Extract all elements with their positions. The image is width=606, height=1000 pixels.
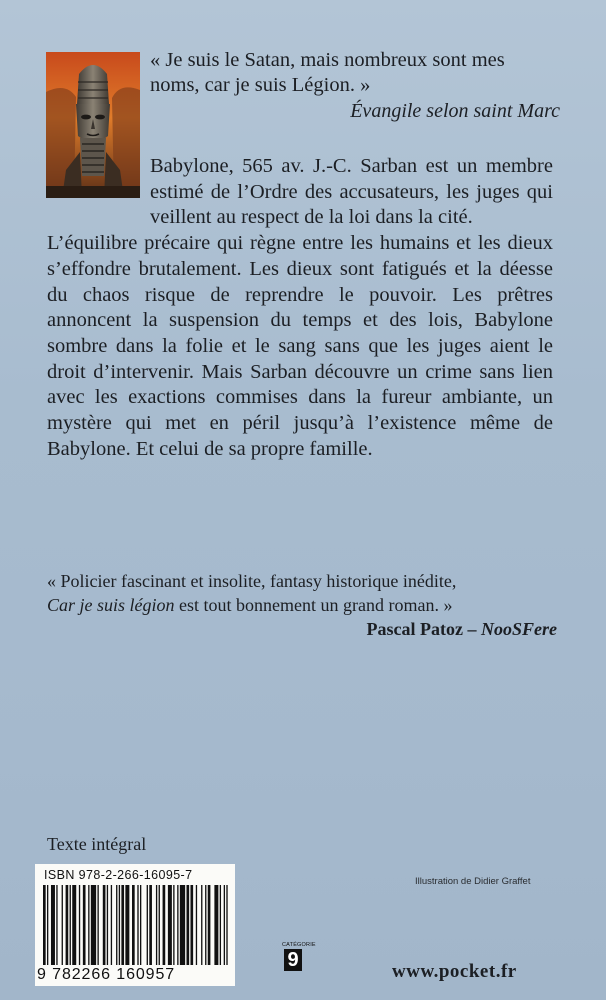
barcode-bar <box>214 885 218 965</box>
barcode-bar <box>119 885 120 965</box>
review-book-title: Car je suis légion <box>47 595 175 615</box>
barcode-bar <box>83 885 86 965</box>
summary-paragraph-1: Babylone, 565 av. J.-C. Sarban est un membre estimé de l’Ordre des accusateurs, les juges qui veillent au respect de la loi dans la cité. <box>150 155 553 229</box>
book-summary <box>47 154 553 462</box>
category-number: 9 <box>284 949 302 971</box>
barcode-bar <box>116 885 117 965</box>
barcode-bar <box>147 885 148 965</box>
barcode-bar <box>201 885 202 965</box>
barcode-bar <box>156 885 157 965</box>
barcode-bar <box>51 885 55 965</box>
barcode-bar <box>177 885 178 965</box>
isbn-label: ISBN 978-2-266-16095-7 <box>44 868 193 882</box>
barcode-bar <box>196 885 197 965</box>
barcode-bar <box>159 885 160 965</box>
barcode-bar <box>173 885 174 965</box>
barcode-bar <box>132 885 135 965</box>
epigraph-quote-line-2: noms, car je suis Légion. » <box>150 74 371 96</box>
epigraph <box>150 48 560 124</box>
review-credit <box>47 617 557 641</box>
barcode-bar <box>224 885 225 965</box>
barcode-bar <box>47 885 48 965</box>
barcode-bar <box>91 885 96 965</box>
illustration-credit: Illustration de Didier Graffet <box>415 876 531 887</box>
review-quote-end: est tout bonnement un grand roman. » <box>174 595 453 615</box>
barcode-bar <box>62 885 63 965</box>
barcode-bar <box>220 885 221 965</box>
barcode-bar <box>97 885 98 965</box>
barcode-bar <box>190 885 193 965</box>
barcode-bar <box>140 885 141 965</box>
review-site: NooSFere <box>481 619 557 639</box>
barcode-bar <box>226 885 227 965</box>
epigraph-source: Évangile selon saint Marc <box>350 100 560 122</box>
barcode-bar <box>107 885 108 965</box>
barcode-bars <box>43 885 229 965</box>
barcode-bar <box>205 885 206 965</box>
barcode-bar <box>72 885 76 965</box>
barcode-bar <box>103 885 106 965</box>
barcode-digits: 9 782266 160957 <box>37 966 176 983</box>
barcode-bar <box>66 885 69 965</box>
summary-paragraph-2: L’équilibre précaire qui règne entre les humains et les dieux s’effondre brutalement. Les dieux sont fatigués et la déesse du chaos risque de reprendre le pouvoir. Les prêtres annoncent la suspension du temps et des lois, Babylone sombre dans la folie et le sang sans que les juges aient le droit d’intervenir. Mais Sarban découvre un crime sans lien avec les exactions commises dans la fureur ambiante, un mystère qui met en péril jusqu’à l’existence même de Babylone. Et celui de sa propre famille. <box>47 232 553 460</box>
barcode-bar <box>43 885 46 965</box>
category-badge <box>282 942 316 971</box>
barcode-bar <box>56 885 57 965</box>
epigraph-quote-line-1: « Je suis le Satan, mais nombreux sont mes <box>150 49 505 71</box>
barcode-bar <box>121 885 124 965</box>
barcode-bar <box>125 885 129 965</box>
barcode-bar <box>70 885 71 965</box>
barcode-bar <box>180 885 185 965</box>
review-separator: – <box>463 619 481 639</box>
barcode-bar <box>168 885 172 965</box>
category-label: CATÉGORIE <box>282 942 316 948</box>
review-quote-start: « Policier fascinant et insolite, fantasy historique inédite, <box>47 571 457 591</box>
barcode-bar <box>208 885 211 965</box>
barcode-bar <box>137 885 138 965</box>
barcode-bar <box>111 885 112 965</box>
barcode-bar <box>163 885 166 965</box>
review-quote <box>47 569 557 617</box>
edition-note: Texte intégral <box>47 834 147 854</box>
press-review <box>47 569 557 641</box>
barcode-bar <box>88 885 89 965</box>
barcode-bar <box>79 885 80 965</box>
barcode-bar <box>186 885 189 965</box>
review-author: Pascal Patoz <box>366 619 463 639</box>
publisher-website: www.pocket.fr <box>392 961 517 982</box>
isbn-barcode <box>35 864 235 986</box>
barcode-bar <box>149 885 152 965</box>
